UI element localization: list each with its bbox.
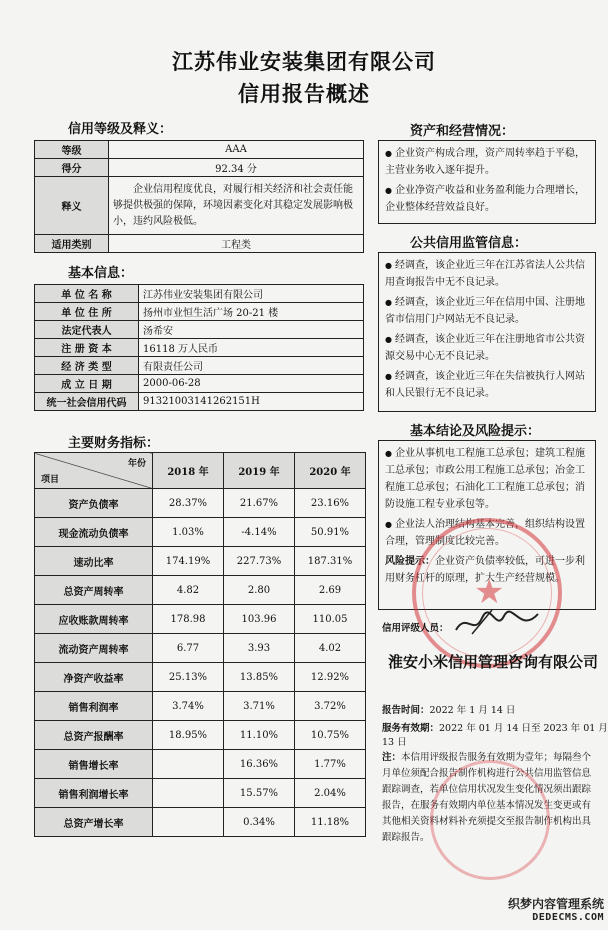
bullet-icon: ● (385, 298, 392, 307)
metric-label: 应收账款周转率 (35, 605, 153, 634)
metric-value (153, 779, 224, 808)
list-item: ● 经调查，该企业近三年在信用中国、注册地省市信用门户网站无不良记录。 (385, 297, 585, 325)
finance-heading: 主要财务指标： (68, 436, 160, 451)
metric-value: 1.03% (153, 518, 224, 547)
metric-value: 3.72% (295, 692, 366, 721)
table-row (35, 518, 366, 547)
metric-value: 11.18% (295, 808, 366, 837)
info-label: 注 册 资 本 (35, 339, 139, 357)
metric-value: 13.85% (224, 663, 295, 692)
asset-heading: 资产和经营情况： (410, 124, 515, 139)
risk-warning-label: 风险提示： (385, 556, 435, 567)
table-row (35, 357, 364, 375)
metric-label: 现金流动负债率 (35, 518, 153, 547)
metric-value: 50.91% (295, 518, 366, 547)
metric-value (153, 808, 224, 837)
table-row (35, 321, 364, 339)
note-text: 本信用评级报告服务有效期为壹年；每隔叁个月单位须配合报告制作机构进行公共信用监管信息跟踪调查，若单位信用状况发生变化情况须出跟踪报告，在服务有效期内单位基本情况发生变更或有其他相关资料材料补充须提交至报告制作机构出具跟踪报告。 (382, 752, 592, 843)
metric-value: 10.75% (295, 721, 366, 750)
table-row (35, 634, 366, 663)
table-row (35, 141, 364, 159)
metric-value: 28.37% (153, 489, 224, 518)
metric-value: 3.93 (224, 634, 295, 663)
metric-value: 2.69 (295, 576, 366, 605)
table-row (35, 393, 364, 411)
table-row (35, 808, 366, 837)
bullet-icon: ● (385, 186, 392, 195)
credit-grade-value: AAA (109, 141, 364, 159)
info-value: 汤希安 (139, 321, 364, 339)
signature-mark (452, 606, 542, 640)
watermark-line2: DEDECMS.COM (532, 912, 604, 923)
metric-value: 23.16% (295, 489, 366, 518)
info-value: 江苏伟业安装集团有限公司 (139, 285, 364, 303)
rater-label: 信用评级人员： (382, 623, 449, 634)
info-label: 成 立 日 期 (35, 375, 139, 393)
metric-value: 12.92% (295, 663, 366, 692)
bullet-icon: ● (385, 335, 392, 344)
bullet-icon: ● (385, 261, 392, 270)
table-row (35, 159, 364, 177)
metric-label: 销售增长率 (35, 750, 153, 779)
report-date-label: 报告时间： (382, 705, 430, 716)
risk-heading: 基本结论及风险提示： (410, 424, 541, 439)
table-row (35, 303, 364, 321)
info-label: 单 位 住 所 (35, 303, 139, 321)
metric-label: 资产负债率 (35, 489, 153, 518)
credit-grade-label: 等级 (35, 141, 109, 159)
valid-period (382, 720, 608, 748)
year-header: 2019 年 (224, 453, 295, 489)
finance-table (34, 452, 366, 837)
credit-category-value: 工程类 (109, 235, 364, 253)
corner-cell (35, 453, 153, 489)
corner-item-label: 项目 (41, 475, 60, 485)
table-row (35, 605, 366, 634)
metric-label: 总资产周转率 (35, 576, 153, 605)
seal-star-icon: ★ (474, 572, 505, 612)
metric-label: 销售利润率 (35, 692, 153, 721)
metric-value: 18.95% (153, 721, 224, 750)
metric-label: 总资产报酬率 (35, 721, 153, 750)
table-row (35, 779, 366, 808)
metric-value: 227.73% (224, 547, 295, 576)
info-label: 单 位 名 称 (35, 285, 139, 303)
metric-label: 净资产收益率 (35, 663, 153, 692)
metric-value: 178.98 (153, 605, 224, 634)
valid-period-value: 2022 年 01 月 14 日至 2023 年 01 月 13 日 (382, 723, 608, 748)
year-header: 2018 年 (153, 453, 224, 489)
report-title: 信用报告概述 (238, 81, 370, 106)
table-row (35, 339, 364, 357)
metric-value: -4.14% (224, 518, 295, 547)
info-value: 16118 万人民币 (139, 339, 364, 357)
metric-value: 21.67% (224, 489, 295, 518)
note-label: 注： (382, 752, 402, 763)
bullet-icon: ● (385, 372, 392, 381)
corner-year-label: 年份 (127, 459, 146, 469)
table-header-row (35, 453, 366, 489)
list-item: ● 经调查，该企业近三年在失信被执行人网站和人民银行无不良记录。 (385, 371, 585, 399)
agency-name: 淮安小米信用管理咨询有限公司 (388, 653, 599, 671)
asset-box (378, 140, 596, 224)
risk-warning-text: 企业资产负债率较低，可进一步利用财务杠杆的原理，扩大生产经营规模。 (385, 556, 585, 584)
metric-value: 174.19% (153, 547, 224, 576)
list-item: ● 企业法人治理结构基本完善，组织结构设置合理，管理制度比较完善。 (385, 519, 585, 547)
credit-table (34, 140, 364, 253)
basic-heading: 基本信息： (68, 266, 134, 281)
metric-value: 3.71% (224, 692, 295, 721)
credit-desc-label: 释义 (35, 177, 109, 235)
metric-value: 25.13% (153, 663, 224, 692)
info-value: 2000-06-28 (139, 375, 364, 393)
metric-value: 110.05 (295, 605, 366, 634)
table-row (35, 721, 366, 750)
credit-desc-value: 企业信用程度优良，对履行相关经济和社会责任能够提供极强的保障，环境因素变化对其稳定发展影响极小，违约风险极低。 (109, 177, 364, 235)
metric-label: 速动比率 (35, 547, 153, 576)
credit-score-label: 得分 (35, 159, 109, 177)
site-watermark (496, 897, 604, 925)
info-label: 法定代表人 (35, 321, 139, 339)
bullet-icon: ● (385, 149, 392, 158)
list-item: ● 经调查，该企业近三年在注册地省市公共资源交易中心无不良记录。 (385, 334, 585, 362)
metric-value: 103.96 (224, 605, 295, 634)
watermark-line1: 织梦内容管理系统 (507, 897, 604, 911)
table-row (35, 692, 366, 721)
metric-value: 0.34% (224, 808, 295, 837)
bullet-icon: ● (385, 520, 392, 529)
company-seal (412, 518, 562, 668)
info-label: 统一社会信用代码 (35, 393, 139, 411)
metric-value: 6.77 (153, 634, 224, 663)
credit-heading: 信用等级及释义： (68, 122, 173, 137)
metric-value: 11.10% (224, 721, 295, 750)
report-date-value: 2022 年 1 月 14 日 (429, 705, 516, 716)
seal-overlay (430, 760, 550, 880)
table-row (35, 375, 364, 393)
metric-value: 2.80 (224, 576, 295, 605)
metric-value: 4.02 (295, 634, 366, 663)
metric-value: 15.57% (224, 779, 295, 808)
list-item: ● 经调查，该企业近三年在江苏省法人公共信用查询报告中无不良记录。 (385, 260, 585, 288)
table-row (35, 235, 364, 253)
metric-label: 总资产增长率 (35, 808, 153, 837)
metric-value: 4.82 (153, 576, 224, 605)
info-value: 扬州市业恒生活广场 20-21 楼 (139, 303, 364, 321)
info-value: 91321003141262151H (139, 393, 364, 411)
metric-value: 187.31% (295, 547, 366, 576)
metric-value: 16.36% (224, 750, 295, 779)
table-row (35, 547, 366, 576)
credit-category-label: 适用类别 (35, 235, 109, 253)
metric-value (153, 750, 224, 779)
table-row (35, 750, 366, 779)
metric-label: 销售利润增长率 (35, 779, 153, 808)
metric-value: 2.04% (295, 779, 366, 808)
credit-score-value: 92.34 分 (109, 159, 364, 177)
bullet-icon: ● (385, 449, 392, 458)
valid-period-label: 服务有效期： (382, 723, 440, 734)
public-credit-box (378, 252, 596, 412)
public-heading: 公共信用监管信息： (410, 236, 528, 251)
table-row (35, 489, 366, 518)
table-row (35, 177, 364, 235)
metric-value: 1.77% (295, 750, 366, 779)
table-row (35, 663, 366, 692)
metric-label: 流动资产周转率 (35, 634, 153, 663)
table-row (35, 285, 364, 303)
report-date (382, 702, 515, 716)
table-row (35, 576, 366, 605)
company-title: 江苏伟业安装集团有限公司 (172, 49, 436, 74)
info-value: 有限责任公司 (139, 357, 364, 375)
basic-info-table (34, 284, 364, 411)
year-header: 2020 年 (295, 453, 366, 489)
info-label: 经 济 类 型 (35, 357, 139, 375)
metric-value: 3.74% (153, 692, 224, 721)
list-item: ● 企业净资产收益和业务盈利能力合理增长，企业整体经营效益良好。 (385, 185, 585, 213)
list-item: ● 企业资产构成合理，资产周转率趋于平稳，主营业务收入逐年提升。 (385, 148, 585, 176)
list-item: ● 企业从事机电工程施工总承包；建筑工程施工总承包；市政公用工程施工总承包；冶金工程施工总承包；石油化工工程施工总承包；消防设施工程专业承包等。 (385, 448, 585, 510)
